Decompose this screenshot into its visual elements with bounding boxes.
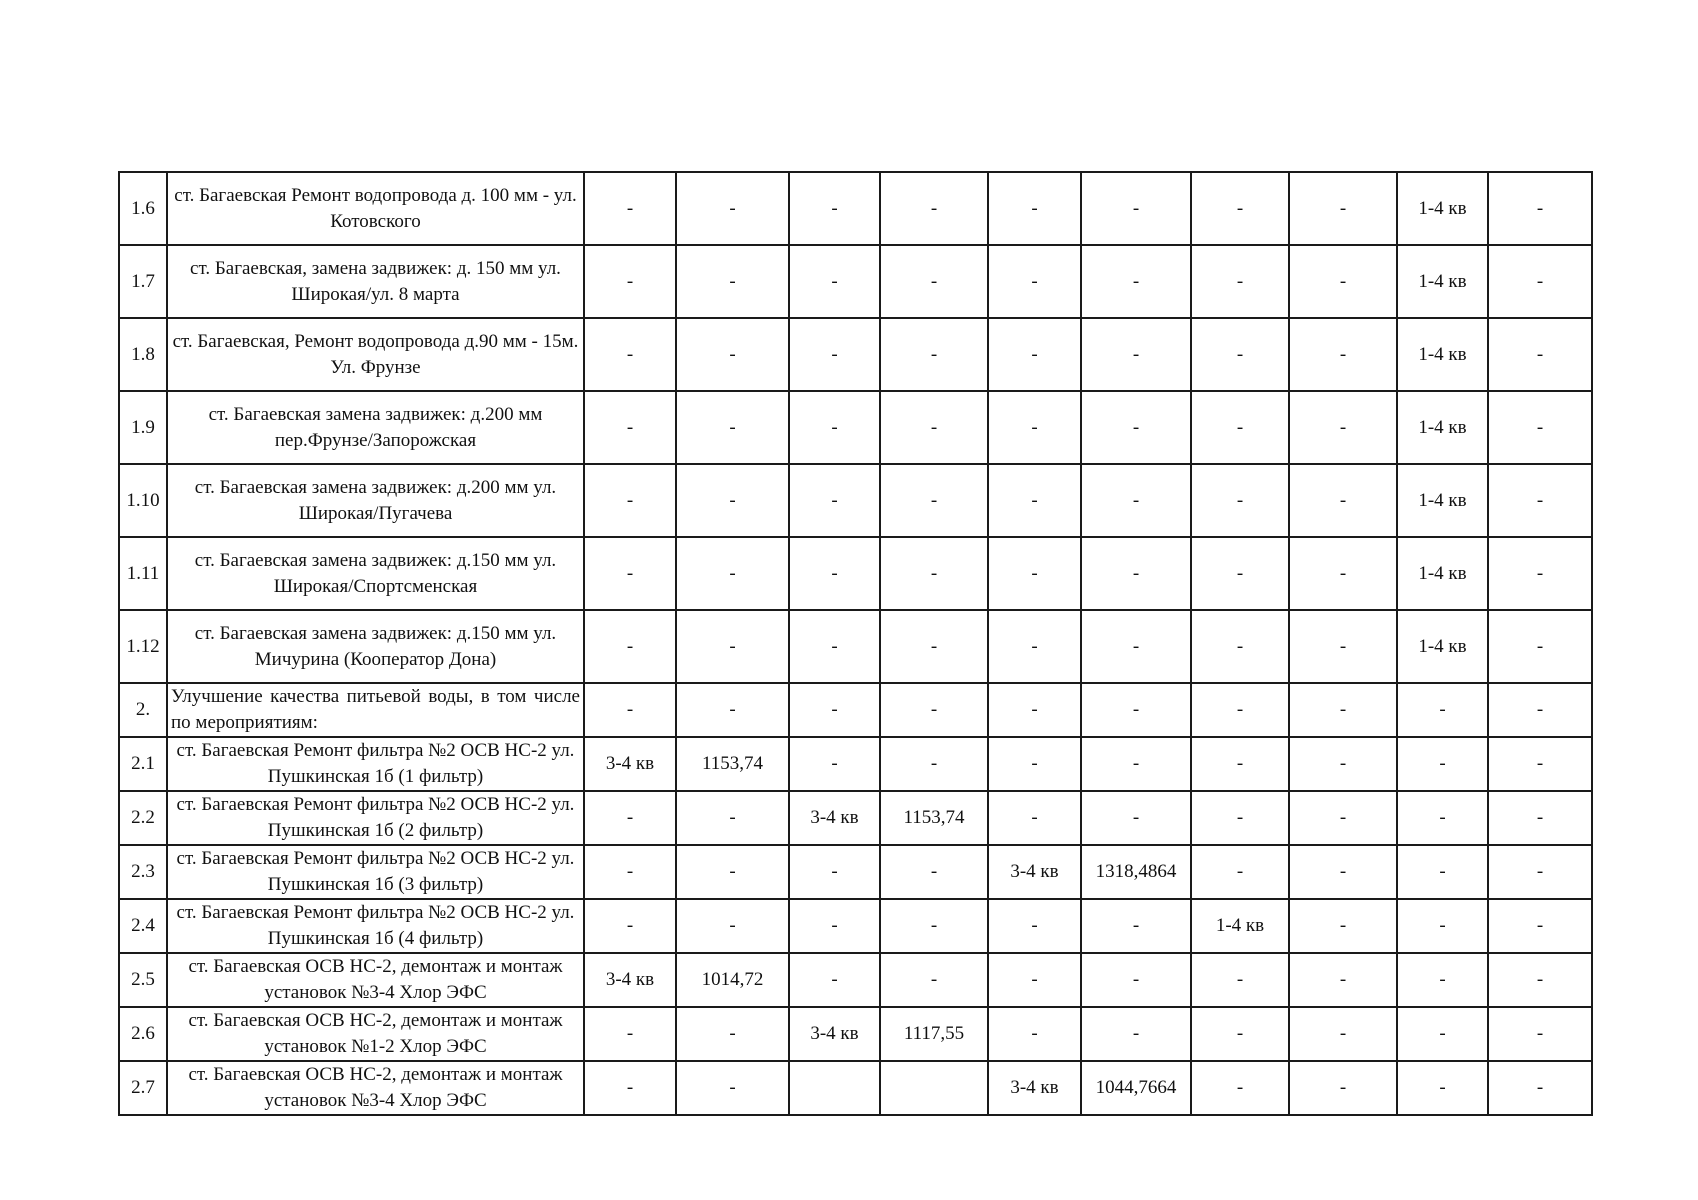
value-cell: - (1289, 464, 1397, 537)
description-cell: ст. Багаевская Ремонт фильтра №2 ОСВ НС-2 ул. Пушкинская 1б (3 фильтр) (167, 845, 584, 899)
value-cell: - (789, 683, 880, 737)
row-number-cell: 2.4 (119, 899, 167, 953)
value-cell: - (789, 318, 880, 391)
value-cell: 1-4 кв (1397, 537, 1488, 610)
value-cell: 1153,74 (676, 737, 789, 791)
row-number-cell: 2.6 (119, 1007, 167, 1061)
value-cell: - (1397, 953, 1488, 1007)
value-cell: - (1081, 791, 1191, 845)
row-number-cell: 2.2 (119, 791, 167, 845)
value-cell: - (1081, 899, 1191, 953)
value-cell: - (1488, 791, 1592, 845)
value-cell: - (988, 318, 1081, 391)
value-cell: - (880, 245, 988, 318)
value-cell: 1-4 кв (1397, 464, 1488, 537)
value-cell: 1-4 кв (1397, 610, 1488, 683)
value-cell: 3-4 кв (988, 1061, 1081, 1115)
table-row (119, 953, 1592, 1007)
value-cell: - (1081, 683, 1191, 737)
description-cell: ст. Багаевская ОСВ НС-2, демонтаж и монтаж установок №1-2 Хлор ЭФС (167, 1007, 584, 1061)
description-cell: ст. Багаевская, Ремонт водопровода д.90 мм - 15м. Ул. Фрунзе (167, 318, 584, 391)
value-cell: - (880, 318, 988, 391)
value-cell: - (1081, 537, 1191, 610)
value-cell: - (1397, 845, 1488, 899)
value-cell: - (1191, 845, 1289, 899)
value-cell: - (676, 899, 789, 953)
value-cell: - (1289, 1061, 1397, 1115)
value-cell: - (1191, 318, 1289, 391)
value-cell: - (789, 953, 880, 1007)
value-cell: - (676, 610, 789, 683)
value-cell: - (1191, 953, 1289, 1007)
value-cell: - (676, 1061, 789, 1115)
value-cell: - (1488, 537, 1592, 610)
value-cell: - (1191, 1061, 1289, 1115)
value-cell: - (676, 1007, 789, 1061)
value-cell: - (1488, 845, 1592, 899)
value-cell: - (676, 245, 789, 318)
value-cell: - (1488, 464, 1592, 537)
value-cell: - (1191, 737, 1289, 791)
value-cell: - (789, 245, 880, 318)
value-cell: 3-4 кв (789, 791, 880, 845)
value-cell: - (584, 845, 676, 899)
value-cell: - (1289, 537, 1397, 610)
value-cell: - (584, 537, 676, 610)
value-cell: - (789, 899, 880, 953)
table-body (119, 172, 1592, 1115)
value-cell: - (988, 537, 1081, 610)
value-cell: - (1081, 172, 1191, 245)
description-cell: ст. Багаевская замена задвижек: д.200 мм пер.Фрунзе/Запорожская (167, 391, 584, 464)
value-cell (880, 1061, 988, 1115)
value-cell: - (1081, 318, 1191, 391)
row-number-cell: 2. (119, 683, 167, 737)
value-cell: - (1488, 683, 1592, 737)
works-plan-table (118, 171, 1593, 1116)
value-cell: - (676, 683, 789, 737)
value-cell: - (1191, 245, 1289, 318)
description-cell: Улучшение качества питьевой воды, в том числе по мероприятиям: (167, 683, 584, 737)
value-cell: - (1081, 245, 1191, 318)
table-row (119, 172, 1592, 245)
value-cell: - (1397, 1061, 1488, 1115)
value-cell: - (1289, 899, 1397, 953)
row-number-cell: 1.8 (119, 318, 167, 391)
value-cell: - (1191, 683, 1289, 737)
value-cell: - (988, 464, 1081, 537)
value-cell: - (1488, 172, 1592, 245)
row-number-cell: 2.5 (119, 953, 167, 1007)
value-cell: - (1289, 172, 1397, 245)
value-cell: - (584, 318, 676, 391)
value-cell: - (676, 391, 789, 464)
row-number-cell: 2.1 (119, 737, 167, 791)
value-cell: - (1081, 737, 1191, 791)
description-cell: ст. Багаевская ОСВ НС-2, демонтаж и монтаж установок №3-4 Хлор ЭФС (167, 1061, 584, 1115)
description-cell: ст. Багаевская Ремонт фильтра №2 ОСВ НС-2 ул. Пушкинская 1б (2 фильтр) (167, 791, 584, 845)
table-row (119, 610, 1592, 683)
value-cell: - (988, 899, 1081, 953)
value-cell: 1117,55 (880, 1007, 988, 1061)
value-cell: - (1397, 791, 1488, 845)
value-cell: - (676, 172, 789, 245)
value-cell: - (676, 845, 789, 899)
value-cell: - (1289, 845, 1397, 899)
value-cell: - (1488, 953, 1592, 1007)
value-cell: - (1289, 953, 1397, 1007)
value-cell: - (1397, 683, 1488, 737)
value-cell: - (988, 172, 1081, 245)
value-cell: - (1081, 391, 1191, 464)
value-cell: - (1191, 172, 1289, 245)
value-cell: - (789, 737, 880, 791)
description-cell: ст. Багаевская Ремонт фильтра №2 ОСВ НС-2 ул. Пушкинская 1б (4 фильтр) (167, 899, 584, 953)
description-cell: ст. Багаевская Ремонт фильтра №2 ОСВ НС-2 ул. Пушкинская 1б (1 фильтр) (167, 737, 584, 791)
value-cell: - (988, 391, 1081, 464)
value-cell: - (988, 953, 1081, 1007)
value-cell: 1318,4864 (1081, 845, 1191, 899)
value-cell: - (988, 737, 1081, 791)
table-row (119, 318, 1592, 391)
value-cell: - (1488, 1061, 1592, 1115)
value-cell: - (988, 791, 1081, 845)
table-row (119, 537, 1592, 610)
value-cell: - (584, 1061, 676, 1115)
row-number-cell: 2.7 (119, 1061, 167, 1115)
value-cell: 1044,7664 (1081, 1061, 1191, 1115)
description-cell: ст. Багаевская замена задвижек: д.150 мм ул. Мичурина (Кооператор Дона) (167, 610, 584, 683)
value-cell: 1-4 кв (1397, 391, 1488, 464)
value-cell: - (584, 791, 676, 845)
value-cell: 1-4 кв (1397, 245, 1488, 318)
table-row (119, 464, 1592, 537)
value-cell: - (988, 683, 1081, 737)
value-cell: - (880, 610, 988, 683)
value-cell: - (1397, 1007, 1488, 1061)
value-cell: - (1397, 899, 1488, 953)
value-cell: - (1397, 737, 1488, 791)
value-cell: - (584, 245, 676, 318)
value-cell: - (1191, 464, 1289, 537)
table-row (119, 791, 1592, 845)
value-cell: - (988, 610, 1081, 683)
value-cell: - (584, 610, 676, 683)
value-cell: - (584, 1007, 676, 1061)
value-cell: 3-4 кв (584, 953, 676, 1007)
value-cell: - (1488, 1007, 1592, 1061)
table-row (119, 391, 1592, 464)
value-cell: - (676, 464, 789, 537)
value-cell: - (1488, 245, 1592, 318)
value-cell: - (1289, 737, 1397, 791)
value-cell: - (1081, 610, 1191, 683)
value-cell (789, 1061, 880, 1115)
value-cell: - (676, 537, 789, 610)
value-cell: - (880, 737, 988, 791)
value-cell: - (789, 537, 880, 610)
value-cell: - (880, 537, 988, 610)
value-cell: - (789, 391, 880, 464)
value-cell: - (880, 683, 988, 737)
value-cell: - (1488, 737, 1592, 791)
value-cell: - (584, 172, 676, 245)
row-number-cell: 1.10 (119, 464, 167, 537)
table-row (119, 845, 1592, 899)
row-number-cell: 2.3 (119, 845, 167, 899)
table-row (119, 899, 1592, 953)
value-cell: - (584, 391, 676, 464)
value-cell: - (584, 899, 676, 953)
table-row (119, 683, 1592, 737)
value-cell: - (1488, 610, 1592, 683)
value-cell: - (1081, 464, 1191, 537)
value-cell: - (1289, 683, 1397, 737)
description-cell: ст. Багаевская замена задвижек: д.150 мм ул. Широкая/Спортсменская (167, 537, 584, 610)
value-cell: 1153,74 (880, 791, 988, 845)
value-cell: - (1289, 318, 1397, 391)
value-cell: - (880, 464, 988, 537)
value-cell: - (1191, 1007, 1289, 1061)
value-cell: - (789, 845, 880, 899)
value-cell: - (1289, 1007, 1397, 1061)
row-number-cell: 1.11 (119, 537, 167, 610)
value-cell: - (880, 845, 988, 899)
value-cell: - (988, 1007, 1081, 1061)
value-cell: - (676, 791, 789, 845)
value-cell: 3-4 кв (584, 737, 676, 791)
description-cell: ст. Багаевская ОСВ НС-2, демонтаж и монтаж установок №3-4 Хлор ЭФС (167, 953, 584, 1007)
value-cell: - (1191, 537, 1289, 610)
value-cell: - (584, 464, 676, 537)
value-cell: - (880, 899, 988, 953)
value-cell: - (880, 391, 988, 464)
row-number-cell: 1.7 (119, 245, 167, 318)
value-cell: 1014,72 (676, 953, 789, 1007)
value-cell: 1-4 кв (1397, 172, 1488, 245)
value-cell: - (789, 610, 880, 683)
value-cell: - (1191, 391, 1289, 464)
value-cell: 3-4 кв (789, 1007, 880, 1061)
value-cell: - (1289, 610, 1397, 683)
value-cell: - (1289, 791, 1397, 845)
value-cell: - (880, 953, 988, 1007)
table-row (119, 1007, 1592, 1061)
value-cell: 1-4 кв (1397, 318, 1488, 391)
value-cell: - (789, 464, 880, 537)
value-cell: - (1488, 391, 1592, 464)
value-cell: - (1488, 899, 1592, 953)
value-cell: - (789, 172, 880, 245)
value-cell: 3-4 кв (988, 845, 1081, 899)
description-cell: ст. Багаевская замена задвижек: д.200 мм ул. Широкая/Пугачева (167, 464, 584, 537)
value-cell: - (584, 683, 676, 737)
value-cell: - (988, 245, 1081, 318)
value-cell: - (1289, 391, 1397, 464)
table-row (119, 245, 1592, 318)
value-cell: - (1289, 245, 1397, 318)
value-cell: - (1488, 318, 1592, 391)
value-cell: - (1191, 791, 1289, 845)
value-cell: - (880, 172, 988, 245)
value-cell: - (1081, 1007, 1191, 1061)
row-number-cell: 1.9 (119, 391, 167, 464)
row-number-cell: 1.6 (119, 172, 167, 245)
description-cell: ст. Багаевская Ремонт водопровода д. 100 мм - ул. Котовского (167, 172, 584, 245)
value-cell: - (676, 318, 789, 391)
row-number-cell: 1.12 (119, 610, 167, 683)
table-row (119, 737, 1592, 791)
description-cell: ст. Багаевская, замена задвижек: д. 150 мм ул. Широкая/ул. 8 марта (167, 245, 584, 318)
table-row (119, 1061, 1592, 1115)
value-cell: - (1081, 953, 1191, 1007)
value-cell: 1-4 кв (1191, 899, 1289, 953)
value-cell: - (1191, 610, 1289, 683)
